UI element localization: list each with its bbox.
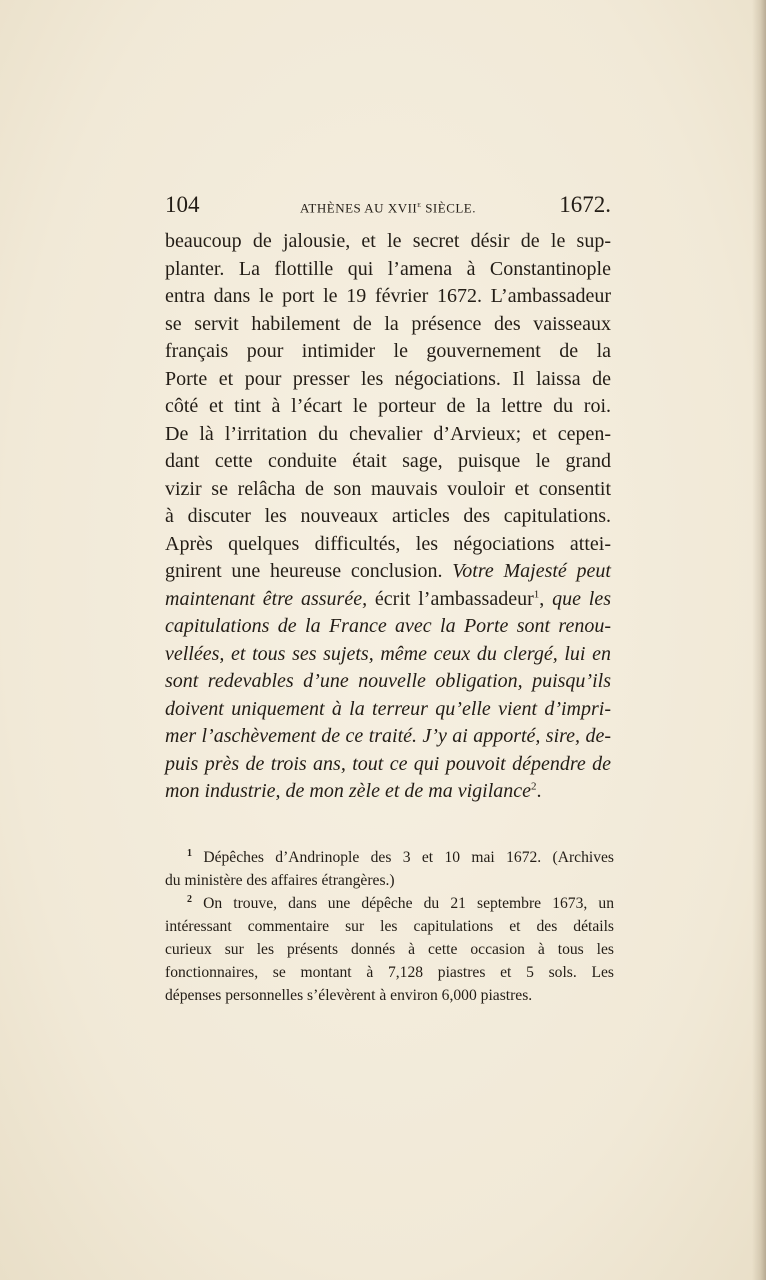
text-line (165, 586, 611, 614)
text-line: se servit habilement de la présence des vaisseaux (165, 312, 611, 335)
footnote-line (165, 892, 614, 915)
text-line: doivent uniquement à la terreur qu’elle vient d’impri- (165, 697, 611, 720)
text-line: beaucoup de jalousie, et le secret désir de le sup- (165, 230, 611, 252)
footnote-text: Dépêches d’Andrinople des 3 et 10 mai 1672. (Archives (192, 849, 614, 866)
text-segment: gnirent une heureuse conclusion. (165, 560, 453, 582)
footnote-number: 1 (187, 847, 192, 859)
main-text (165, 228, 611, 806)
text-line: côté et tint à l’écart le porteur de la lettre du roi. (165, 395, 611, 417)
footnote-number: 2 (187, 893, 192, 905)
text-line: dant cette conduite était sage, puisque le grand (165, 450, 611, 472)
text-line: vellées, et tous ses sujets, même ceux du clergé, lui en (165, 642, 611, 665)
quote-segment: mon industrie, de mon zèle et de ma vigilance (165, 780, 532, 802)
footnote-line: du ministère des affaires étrangères.) (165, 872, 395, 889)
running-title-end: SIÈCLE. (421, 200, 476, 216)
text-segment: , (539, 587, 553, 610)
text-line: capitulations de la France avec la Porte sont renou- (165, 615, 611, 637)
text-line: Porte et pour presser les négociations. Il laissa de (165, 367, 611, 390)
text-line: entra dans le port le 19 février 1672. L’ambassadeur (165, 285, 611, 307)
footnote-ref: 2 (531, 780, 537, 793)
quote-segment: maintenant être assurée, (165, 587, 375, 610)
quote-segment: que les (552, 587, 612, 610)
footnotes (165, 846, 614, 1007)
text-line (165, 558, 611, 586)
text-segment: écrit l’ambassadeur (374, 587, 534, 610)
page-edge-shadow (752, 0, 766, 1280)
header-year: 1672. (559, 192, 611, 217)
text-line: puis près de trois ans, tout ce qui pouvoit dépendre de (165, 752, 611, 775)
running-title (165, 200, 611, 216)
text-line: mer l’aschèvement de ce traité. J’y ai apporté, sire, de- (165, 725, 611, 747)
text-line: sont redevables d’une nouvelle obligation, puisqu’ils (165, 670, 611, 692)
footnote-line: curieux sur les présents donnés à cette occasion à tous les (165, 941, 614, 958)
footnote-line: dépenses personnelles s’élevèrent à environ 6,000 piastres. (165, 987, 533, 1004)
text-line (165, 778, 611, 806)
text-line: vizir se relâcha de son mauvais vouloir et consentit (165, 477, 611, 500)
text-line: français pour intimider le gouvernement de la (165, 340, 611, 362)
text-line: à discuter les nouveaux articles des capitulations. (165, 505, 611, 527)
text-line: De là l’irritation du chevalier d’Arvieux; et cepen- (165, 422, 611, 445)
text-segment: . (536, 780, 542, 802)
footnote-text: On trouve, dans une dépêche du 21 septembre 1673, un (192, 895, 614, 912)
footnote-line (165, 846, 614, 869)
footnote-line: fonctionnaires, se montant à 7,128 piastres et 5 sols. Les (165, 964, 614, 981)
quote-segment: Votre Majesté peut (452, 560, 611, 582)
page-number: 104 (165, 192, 200, 217)
footnote-line: intéressant commentaire sur les capitulations et des détails (165, 918, 614, 935)
running-header (165, 192, 611, 226)
running-title-sup: e (417, 200, 422, 209)
text-line: planter. La flottille qui l’amena à Constantinople (165, 257, 611, 280)
text-line: Après quelques difficultés, les négociations attei- (165, 532, 611, 555)
running-title-main: ATHÈNES AU XVII (299, 200, 418, 216)
footnote-ref: 1 (533, 587, 540, 600)
